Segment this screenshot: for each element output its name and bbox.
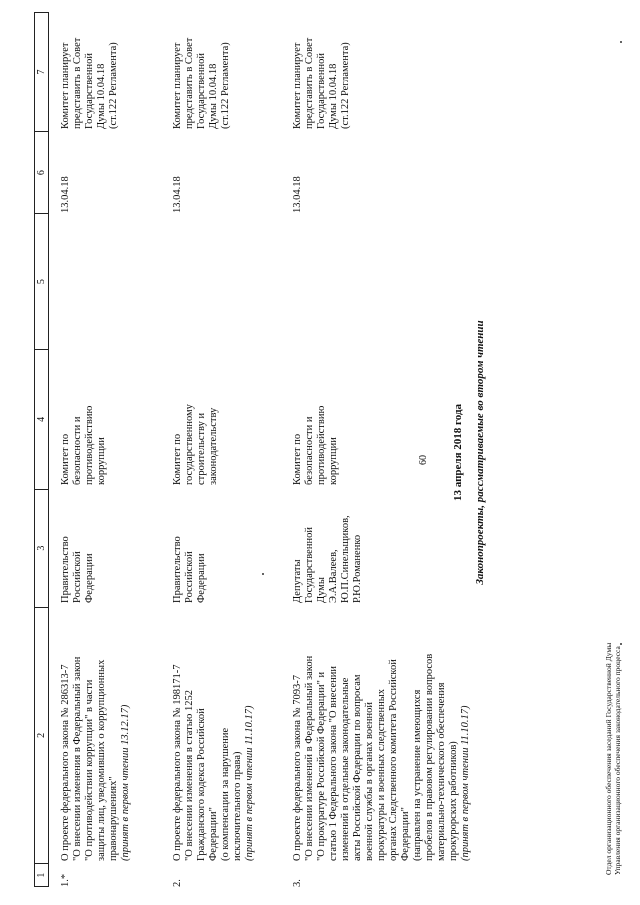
text-line: противодействию [84, 405, 95, 485]
text-line: Ю.П.Синельщиков, [340, 515, 351, 603]
text-line: материально-технического обеспечения [436, 682, 447, 861]
text-line: правонарушениях" [108, 776, 119, 861]
committee-note [292, 12, 352, 129]
text-line: "О противодействии коррупции" в части [84, 679, 95, 861]
column-number: 7 [35, 13, 49, 132]
text-line: Российской [184, 551, 195, 603]
text-line: "О внесении изменения в Федеральный закон [72, 656, 83, 861]
text-line: "О прокуратуре Российской Федерации" и [316, 671, 327, 861]
text-line: военной службы в органах военной [364, 701, 375, 861]
responsible-committee [60, 349, 108, 485]
bill-title [292, 607, 472, 861]
text-line: Гражданского кодекса Российской [196, 708, 207, 861]
text-line: Федерации" [400, 807, 411, 861]
text-line: законодательству [208, 407, 219, 485]
footer-line: Управления организационного обеспечения законодательного процесса [613, 646, 622, 875]
review-date: 13.04.18 [292, 176, 303, 213]
text-line: Государственной [316, 53, 327, 129]
text-line: безопасности и [304, 416, 315, 485]
text-line: пробелов в правовом регулировании вопросов [424, 653, 435, 861]
row-number: 3. [292, 879, 303, 887]
bill-title [172, 607, 256, 861]
text-line: государственному [184, 404, 195, 485]
text-line: органах Следственного комитета Российской [388, 659, 399, 861]
text-line: представить в Совет [72, 37, 83, 129]
bill-title [60, 607, 132, 861]
text-line: Комитет планирует [172, 42, 183, 129]
text-line: Правительство [60, 536, 71, 603]
reading-status: (принят в первом чтении 11.10.17) [244, 705, 255, 861]
section-heading: Законопроекты, рассматриваемые во втором чтении [474, 320, 486, 585]
text-line: коррупции [328, 437, 339, 485]
text-line: Комитет планирует [292, 42, 303, 129]
text-line: коррупции [96, 437, 107, 485]
text-line: О проекте федерального закона № 7093-7 [292, 674, 303, 861]
text-line: Думы 10.04.18 [328, 63, 339, 129]
responsible-committee [172, 349, 220, 485]
column-number: 5 [35, 214, 49, 350]
row-number: 1.* [60, 873, 71, 887]
column-number: 3 [35, 489, 49, 607]
text-line: "О внесении изменений в Федеральный закон [304, 655, 315, 861]
reading-status: (принят в первом чтении 13.12.17) [120, 704, 131, 861]
responsible-committee [292, 349, 340, 485]
scan-speck [620, 643, 622, 645]
date-heading: 13 апреля 2018 года [452, 403, 464, 502]
column-number: 4 [35, 349, 49, 489]
text-line: представить в Совет [184, 37, 195, 129]
text-line: "О внесении изменения в статью 1252 [184, 689, 195, 861]
text-line: Комитет по [60, 433, 71, 485]
text-line: безопасности и [72, 416, 83, 485]
text-line: Комитет по [172, 433, 183, 485]
text-line: Федерации [196, 553, 207, 603]
text-line: (ст.122 Регламента) [220, 42, 231, 129]
text-line: Думы 10.04.18 [96, 63, 107, 129]
text-line: изменений в отдельные законодательные [340, 677, 351, 861]
text-line: Э.А.Валеев, [328, 549, 339, 603]
text-line: защиты лиц, уведомивших о коррупционных [96, 659, 107, 861]
text-line: О проекте федерального закона № 198171-7 [172, 664, 183, 861]
text-line: Думы [316, 577, 327, 603]
text-line: Правительство [172, 536, 183, 603]
text-line: противодействию [316, 405, 327, 485]
committee-note [60, 12, 120, 129]
bill-author [292, 489, 364, 603]
page-number: 60 [418, 455, 429, 465]
text-line: исключительного права) [232, 751, 243, 861]
text-line: (направлен на устранение имеющихся [412, 689, 423, 861]
text-line: (ст.122 Регламента) [340, 42, 351, 129]
text-line: Федерации" [208, 807, 219, 861]
column-number-header [34, 12, 49, 887]
row-number: 2. [172, 879, 183, 887]
footer-department [604, 643, 622, 875]
text-line: Р.Ю.Романенко [352, 534, 363, 603]
text-line: Российской [72, 551, 83, 603]
scan-speck [620, 41, 622, 43]
text-line: прокурорских работников) [448, 741, 459, 861]
review-date: 13.04.18 [172, 176, 183, 213]
column-number: 1 [35, 864, 49, 887]
review-date: 13.04.18 [60, 176, 71, 213]
text-line: Государственной [304, 527, 315, 603]
text-line: Государственной [84, 53, 95, 129]
reading-status: (принят в первом чтении 11.10.17) [460, 705, 471, 861]
text-line: Комитет планирует [60, 42, 71, 129]
text-line: Государственной [196, 53, 207, 129]
footer-line: Отдел организационного обеспечения заседаний Государственной Думы [604, 642, 613, 875]
text-line: (о компенсации за нарушение [220, 727, 231, 861]
text-line: акты Российской Федерации по вопросам [352, 674, 363, 861]
column-number: 6 [35, 131, 49, 213]
text-line: статью 1 Федерального закона "О внесении [328, 666, 339, 861]
text-line: Комитет по [292, 433, 303, 485]
text-line: прокуратуры и военных следственных [376, 688, 387, 861]
text-line: Депутаты [292, 559, 303, 603]
text-line: представить в Совет [304, 37, 315, 129]
text-line: (ст.122 Регламента) [108, 42, 119, 129]
text-line: Думы 10.04.18 [208, 63, 219, 129]
scan-speck [262, 573, 264, 575]
text-line: О проекте федерального закона № 286313-7 [60, 664, 71, 861]
bill-author [172, 489, 208, 603]
committee-note [172, 12, 232, 129]
text-line: Федерации [84, 553, 95, 603]
column-number: 2 [35, 607, 49, 864]
bill-author [60, 489, 96, 603]
text-line: строительству и [196, 412, 207, 485]
